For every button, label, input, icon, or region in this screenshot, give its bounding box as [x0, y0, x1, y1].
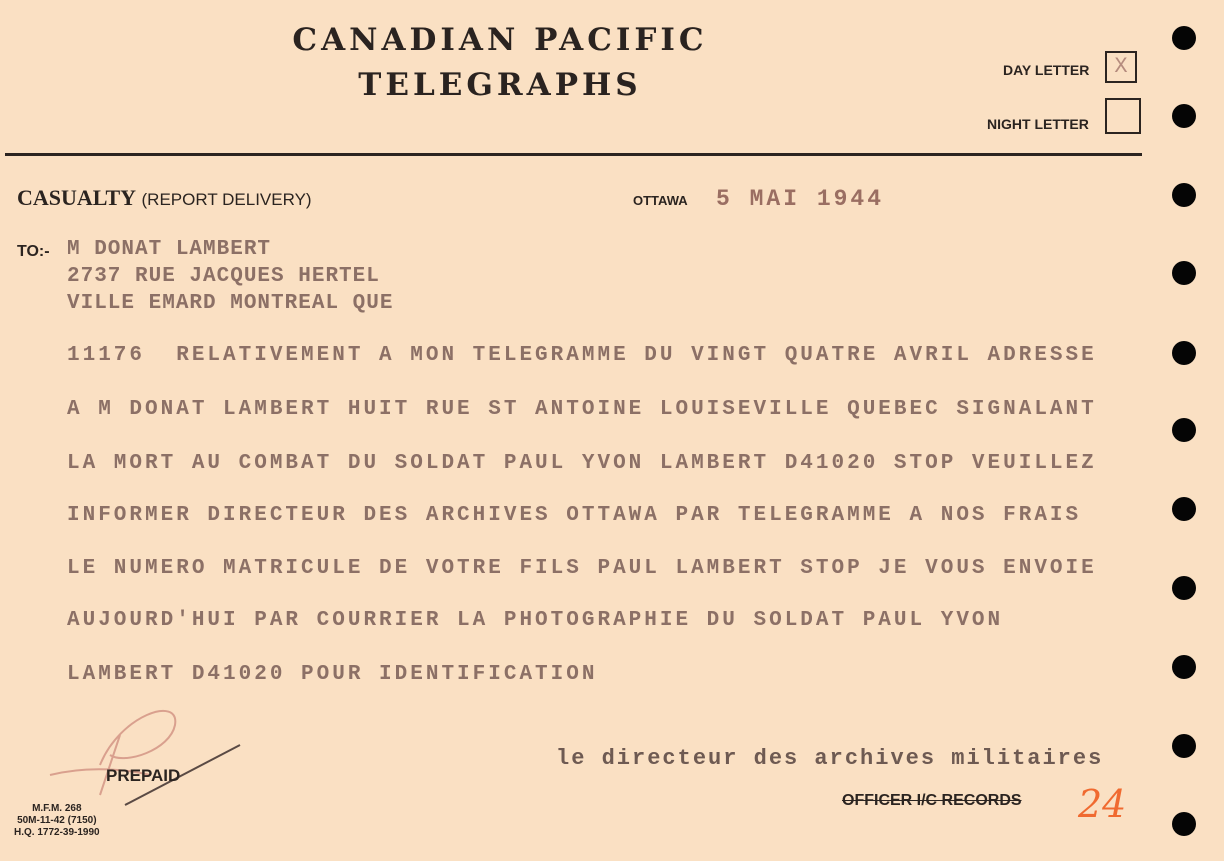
company-name: CANADIAN PACIFIC: [292, 22, 708, 58]
body-line: LE NUMERO MATRICULE DE VOTRE FILS PAUL LAMBERT STOP JE VOUS ENVOIE: [67, 557, 1097, 580]
casualty-label: CASUALTY: [17, 185, 137, 210]
punch-hole: [1172, 341, 1196, 365]
prepaid-label: PREPAID: [106, 766, 181, 785]
day-letter-label: DAY LETTER: [1003, 62, 1090, 78]
casualty-note: (REPORT DELIVERY): [141, 190, 312, 209]
punch-hole: [1172, 104, 1196, 128]
punch-hole: [1172, 261, 1196, 285]
recipient-line: VILLE EMARD MONTREAL QUE: [67, 292, 394, 315]
body-line: INFORMER DIRECTEUR DES ARCHIVES OTTAWA PAR TELEGRAMME A NOS FRAIS: [67, 504, 1082, 527]
form-number: [14, 803, 100, 839]
punch-hole: [1172, 183, 1196, 207]
header-divider: [5, 153, 1142, 156]
form-line: 50M-11-42 (7150): [17, 815, 97, 826]
body-line: LAMBERT D41020 POUR IDENTIFICATION: [67, 663, 598, 686]
night-letter-label: NIGHT LETTER: [987, 116, 1089, 132]
punch-hole: [1172, 734, 1196, 758]
body-line: A M DONAT LAMBERT HUIT RUE ST ANTOINE LOUISEVILLE QUEBEC SIGNALANT: [67, 398, 1097, 421]
recipient-line: 2737 RUE JACQUES HERTEL: [67, 265, 380, 288]
punch-hole: [1172, 576, 1196, 600]
punch-hole: [1172, 26, 1196, 50]
to-label: TO:-: [17, 243, 50, 260]
company-subtitle: TELEGRAPHS: [358, 67, 642, 103]
punch-hole: [1172, 812, 1196, 836]
punch-hole: [1172, 418, 1196, 442]
recipient-line: M DONAT LAMBERT: [67, 238, 272, 261]
place: OTTAWA: [633, 193, 688, 208]
casualty-heading: [17, 185, 312, 211]
body-line: LA MORT AU COMBAT DU SOLDAT PAUL YVON LAMBERT D41020 STOP VEUILLEZ: [67, 452, 1097, 475]
night-letter-checkbox: [1105, 98, 1141, 134]
handwritten-page-number: 24: [1078, 782, 1127, 826]
form-line: M.F.M. 268: [32, 803, 82, 814]
punch-hole: [1172, 655, 1196, 679]
signature-text: le directeur des archives militaires: [556, 746, 1104, 771]
handwritten-initials: [30, 695, 260, 815]
form-line: H.Q. 1772-39-1990: [14, 827, 100, 838]
punch-hole: [1172, 497, 1196, 521]
day-letter-checkbox: X: [1105, 51, 1137, 83]
body-line: AUJOURD'HUI PAR COURRIER LA PHOTOGRAPHIE DU SOLDAT PAUL YVON: [67, 609, 1004, 632]
officer-title: OFFICER I/C RECORDS: [842, 792, 1022, 809]
date: 5 MAI 1944: [716, 186, 885, 212]
body-line: 11176 RELATIVEMENT A MON TELEGRAMME DU VINGT QUATRE AVRIL ADRESSE: [67, 344, 1097, 367]
